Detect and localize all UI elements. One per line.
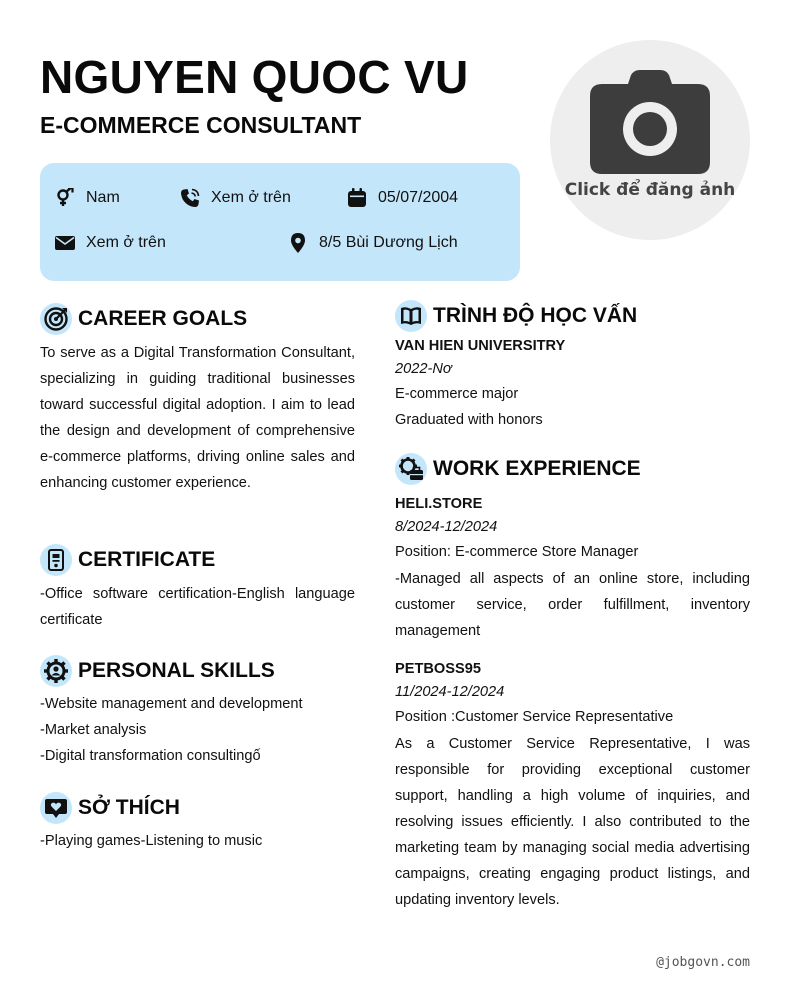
contact-phone bbox=[180, 188, 291, 208]
career-goals-badge bbox=[40, 303, 72, 335]
certificate-icon bbox=[44, 548, 68, 572]
hobbies-badge bbox=[40, 792, 72, 824]
contact-dob bbox=[347, 188, 458, 208]
watermark: @jobgovn.com bbox=[656, 955, 750, 970]
contact-info-box bbox=[40, 163, 520, 281]
job-title: E-COMMERCE CONSULTANT bbox=[40, 112, 362, 138]
experience-title: WORK EXPERIENCE bbox=[433, 457, 641, 480]
contact-address bbox=[288, 233, 458, 253]
book-icon bbox=[399, 304, 423, 328]
education-note: Graduated with honors bbox=[395, 412, 543, 428]
envelope-icon bbox=[55, 233, 75, 253]
hobbies-heading bbox=[40, 792, 180, 824]
gender-value: Nam bbox=[86, 189, 120, 206]
target-icon bbox=[43, 306, 69, 332]
career-goals-heading bbox=[40, 303, 247, 335]
certificate-title: CERTIFICATE bbox=[78, 548, 216, 571]
briefcase-gear-icon bbox=[398, 456, 424, 482]
skills-heading bbox=[40, 655, 275, 687]
phone-value: Xem ở trên bbox=[211, 189, 291, 206]
gender-icon bbox=[55, 188, 75, 208]
candidate-name: NGUYEN QUOC VU bbox=[40, 51, 469, 103]
education-period: 2022-Nơ bbox=[395, 361, 452, 377]
experience-heading bbox=[395, 453, 641, 485]
email-value: Xem ở trên bbox=[86, 234, 166, 251]
job-position: Position: E-commerce Store Manager bbox=[395, 544, 639, 560]
skills-badge bbox=[40, 655, 72, 687]
skill-item: -Market analysis bbox=[40, 722, 147, 738]
certificate-text: -Office software certification-English language certificate bbox=[40, 586, 355, 628]
hobbies-title: SỞ THÍCH bbox=[78, 796, 180, 819]
location-pin-icon bbox=[288, 233, 308, 253]
certificate-badge bbox=[40, 544, 72, 576]
calendar-icon bbox=[347, 188, 367, 208]
gear-icon bbox=[43, 658, 69, 684]
education-major: E-commerce major bbox=[395, 386, 519, 402]
education-title: TRÌNH ĐỘ HỌC VẤN bbox=[433, 304, 638, 327]
job-period: 11/2024-12/2024 bbox=[395, 684, 505, 700]
contact-email bbox=[55, 233, 166, 253]
certificate-heading bbox=[40, 544, 215, 576]
job-description: As a Customer Service Representative, I was responsible for providing exceptional customer support, handling a high volume of inquiries, and resolving issues efficiently. I also contributed to the marketing team by managing social media advertising campaigns, creating engaging product listings, and updating inventory levels. bbox=[395, 736, 750, 908]
dob-value: 05/07/2004 bbox=[378, 189, 459, 206]
job-description: -Managed all aspects of an online store, including customer service, order fulfillment, inventory management bbox=[395, 571, 750, 639]
heart-message-icon bbox=[44, 796, 68, 820]
photo-upload[interactable] bbox=[550, 40, 750, 240]
experience-badge bbox=[395, 453, 427, 485]
career-goals-text: To serve as a Digital Transformation Consultant, specializing in guiding traditional businesses toward successful digital adoption. I aim to lead the design and development of comprehensive e-commerce platforms, driving online sales and enhancing customer experience. bbox=[40, 345, 355, 491]
education-heading bbox=[395, 300, 637, 332]
skill-item: -Website management and development bbox=[40, 696, 303, 712]
career-goals-title: CAREER GOALS bbox=[78, 307, 248, 330]
education-badge bbox=[395, 300, 427, 332]
skills-title: PERSONAL SKILLS bbox=[78, 659, 275, 682]
photo-upload-label: Click để đăng ảnh bbox=[564, 180, 736, 200]
job-company: PETBOSS95 bbox=[395, 661, 481, 677]
phone-icon bbox=[180, 188, 200, 208]
address-value: 8/5 Bùi Dương Lịch bbox=[319, 234, 458, 251]
camera-icon bbox=[590, 70, 710, 174]
contact-gender bbox=[55, 188, 120, 208]
skill-item: -Digital transformation consultingố bbox=[40, 748, 261, 764]
school-name: VAN HIEN UNIVERSITRY bbox=[395, 338, 566, 354]
job-position: Position :Customer Service Representative bbox=[395, 709, 674, 725]
hobbies-text: -Playing games-Listening to music bbox=[40, 833, 263, 849]
job-period: 8/2024-12/2024 bbox=[395, 519, 498, 535]
job-company: HELI.STORE bbox=[395, 496, 483, 512]
